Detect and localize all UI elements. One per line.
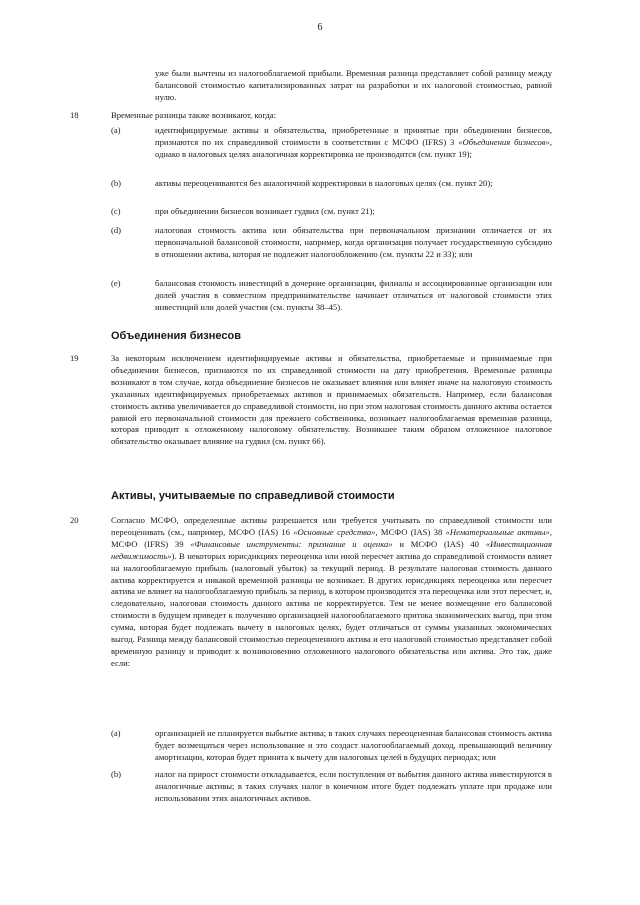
item-18e-label: (e)	[111, 278, 121, 288]
item-18c-label: (c)	[111, 206, 121, 216]
item-18d-label: (d)	[111, 225, 122, 235]
item-18a-label: (a)	[111, 125, 121, 135]
section-heading-fair-value-assets: Активы, учитываемые по справедливой стоимости	[111, 490, 395, 502]
paragraph-20-text: Согласно МСФО, определенные активы разрешается или требуется учитывать по справедливой стоимости или переоценивать (см., например, МСФО (IAS) 16 «Основные средства», МСФО (IAS) 38 «Нематериальные активы», МСФО (IFRS) 39 «Финансовые инструменты: признание и оценка» и МСФО (IAS) 40 «Инвестиционная недвижимость»). В некоторых юрисдикциях переоценка или иной пересчет актива до справедливой стоимости влияет на налогооблагаемую прибыль (налоговый убыток) за текущий период. В результате налоговая стоимость данного актива корректируется и никакой временной разницы не возникает. В других юрисдикциях переоценка или пересчет актива не влияет на налогооблагаемую прибыль за период, в котором производится эта переоценка или этот пересчет, и, следовательно, налоговая стоимость данного актива не корректируется. Тем не менее возмещение его балансовой стоимости в будущем приведет к получению организацией налогооблагаемого притока экономических выгод, при этом сумма, которая будет подлежать вычету в налоговых целях, будет отличаться от суммы указанных экономических выгод. Разница между балансовой стоимостью переоцененного актива и его налоговой стоимостью представляет собой временную разницу и приводит к возникновению отложенного налогового обязательства или актива. Это так, даже если:	[111, 515, 553, 668]
item-18b-text: активы переоцениваются без аналогичной корректировки в налоговых целях (см. пункт 20);	[155, 178, 493, 188]
continuation-paragraph: уже были вычтены из налогооблагаемой прибыли. Временная разница представляет собой разницу между балансовой стоимостью капитализированных затрат на разработки и их налоговой стоимостью, равной нулю.	[155, 68, 552, 102]
item-18d-text: налоговая стоимость актива или обязательства при первоначальном признании отличается от их первоначальной балансовой стоимости, например, когда организация получает государственную субсидию в отношении актива, которая не подлежит налогообложению (см. пункты 22 и 33); или	[155, 225, 552, 259]
item-20a-label: (a)	[111, 728, 121, 738]
item-18a-text: идентифицируемые активы и обязательства, приобретенные и принятые при объединении бизнесов, признаются по их справедливой стоимости в соответствии с МСФО (IFRS) 3 «Объединения бизнесов», однако в налоговых целях аналогичная корректировка не производится (см. пункт 19);	[155, 125, 552, 159]
paragraph-number-19: 19	[70, 353, 79, 363]
item-18c-text: при объединении бизнесов возникает гудвил (см. пункт 21);	[155, 206, 375, 216]
item-18e-text: балансовая стоимость инвестиций в дочерние организации, филиалы и ассоциированные организации или долей участия в совместном предпринимательстве начинает отличаться от налоговой стоимости этих инвестиций или долей участия (см. пункты 38–45).	[155, 278, 552, 312]
item-18b-label: (b)	[111, 178, 122, 188]
item-20b-label: (b)	[111, 769, 122, 779]
item-20b-text: налог на прирост стоимости откладывается, если поступления от выбытия данного актива инвестируются в аналогичные активы; в таких случаях налог в конечном итоге будет подлежать уплате при продаже или использовании этих аналогичных активов.	[155, 769, 552, 803]
section-heading-business-combinations: Объединения бизнесов	[111, 330, 241, 342]
paragraph-number-20: 20	[70, 515, 79, 525]
paragraph-number-18: 18	[70, 110, 79, 120]
paragraph-18-lead: Временные разницы также возникают, когда:	[111, 110, 277, 120]
item-20a-text: организацией не планируется выбытие актива; в таких случаях переоцененная балансовая стоимость актива будет возмещаться через использование и это создаст налогооблагаемый доход, превышающий величину амортизации, которая будет принята к вычету для налоговых целей в будущих периодах; или	[155, 728, 552, 762]
paragraph-19-text: За некоторым исключением идентифицируемые активы и обязательства, приобретаемые и принимаемые при объединении бизнесов, признаются по их справедливой стоимости на дату приобретения. Временные разницы возникают в том случае, когда объединение бизнесов не оказывает влияния или влияет иначе на налоговую стоимость указанных идентифицируемых приобретаемых активов и принимаемых обязательств. Например, если балансовая стоимость актива увеличивается до справедливой стоимости, но при этом налоговая стоимость данного актива остается равной его первоначальной стоимости для прежнего собственника, возникает налогооблагаемая временная разница, которая приводит к отложенному налоговому обязательству. Возникшее таким образом отложенное налоговое обязательство оказывает влияние на гудвил (см. пункт 66).	[111, 353, 552, 447]
page-number: 6	[317, 22, 323, 33]
